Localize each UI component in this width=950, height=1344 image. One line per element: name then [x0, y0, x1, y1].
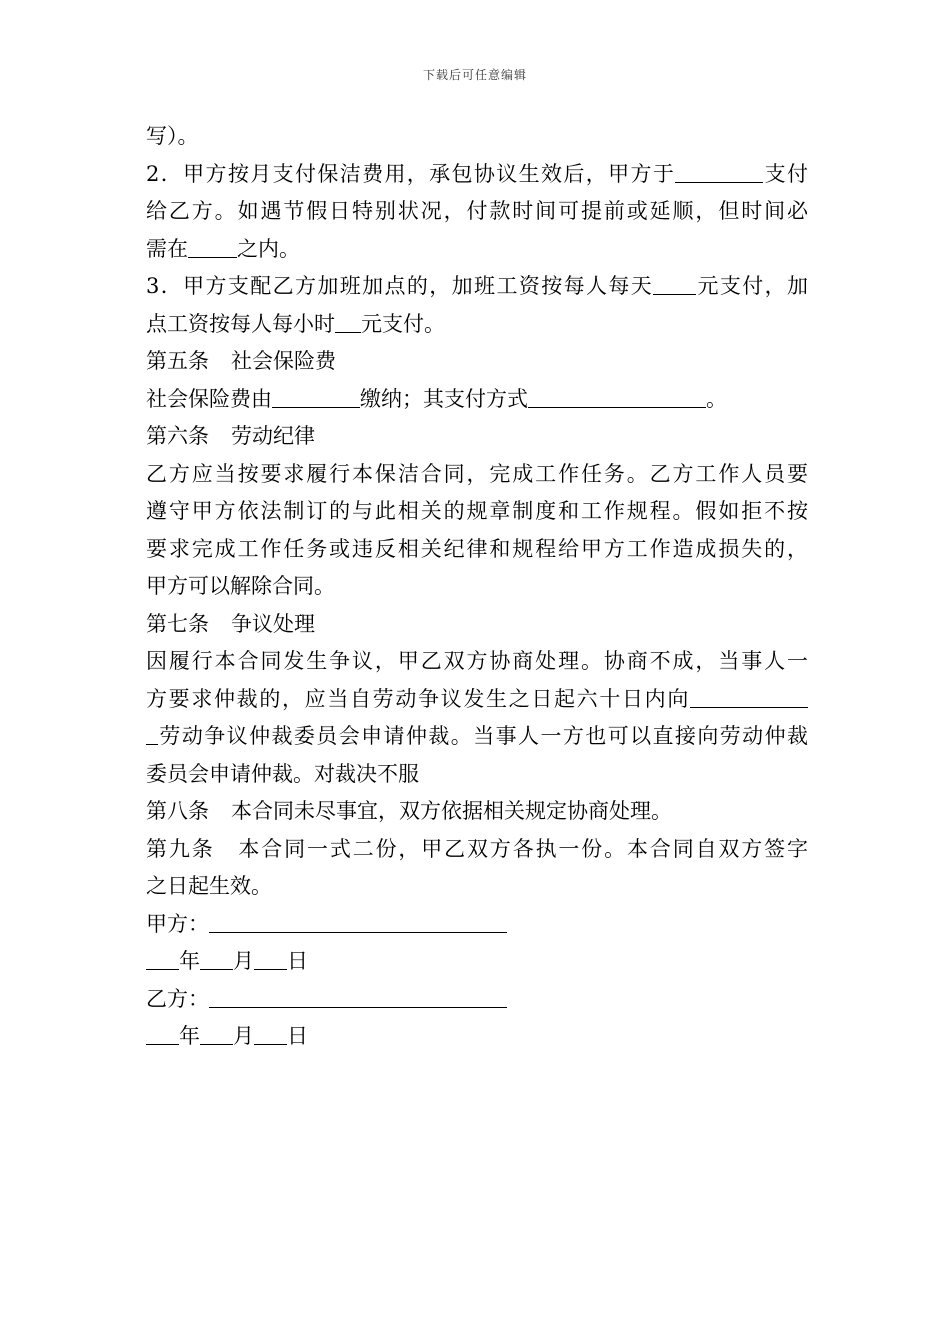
clause-4-3-line-1: 3．甲方支配乙方加班加点的，加班工资按每人每天 元支付，加 — [146, 274, 809, 298]
overtime-daily-rate-blank — [653, 273, 696, 295]
article-7-line-3: 劳动争议仲裁委员会申请仲裁。当事人一方也可以直接向劳动仲裁 — [146, 718, 808, 756]
day-blank — [254, 948, 287, 970]
article-8: 第八条 本合同未尽事宜，双方依据相关规定协商处理。 — [146, 799, 672, 823]
payment-method-blank — [528, 386, 706, 408]
clause-4-2-line-2: 给乙方。如遇节假日特别状况，付款时间可提前或延顺，但时间必 — [146, 199, 808, 223]
overtime-hourly-rate-blank — [335, 311, 361, 333]
clause-4-3-line-2: 点工资按每人每小时 元支付。 — [146, 311, 445, 336]
arbitration-committee-blank — [690, 686, 808, 708]
party-b-date: 年 月 日 — [146, 1018, 808, 1056]
article-9-line-2: 之日起生效。 — [146, 874, 272, 898]
year-blank — [146, 1023, 179, 1045]
insurance-payer-blank — [272, 386, 360, 408]
article-6-line-1: 乙方应当按要求履行本保洁合同，完成工作任务。乙方工作人员要 — [146, 461, 808, 486]
document-body — [146, 118, 808, 1056]
clause-4-2-line-1: 2．甲方按月支付保洁费用，承包协议生效后，甲方于 支付 — [146, 161, 809, 186]
article-7-line-2: 方要求仲裁的，应当自劳动争议发生之日起六十日内向 — [146, 681, 808, 719]
party-a-date: 年 月 日 — [146, 943, 808, 981]
month-blank — [200, 948, 233, 970]
article-5-body: 社会保险费由 缴纳；其支付方式 。 — [146, 386, 727, 411]
article-7-line-4: 委员会申请仲裁。对裁决不服 — [146, 761, 419, 786]
text-line: 写）。 — [146, 124, 199, 148]
payment-date-blank — [675, 161, 763, 183]
time-limit-blank — [188, 236, 237, 258]
article-9-line-1: 第九条 本合同一式二份，甲乙双方各执一份。本合同自双方签字 — [146, 836, 809, 861]
month-blank — [200, 1023, 233, 1045]
article-6-line-4: 甲方可以解除合同。 — [146, 574, 335, 598]
party-a-signature: 甲方： — [146, 906, 808, 944]
year-blank — [146, 948, 179, 970]
clause-4-2-line-3: 需在 之内。 — [146, 236, 300, 261]
party-b-signature: 乙方： — [146, 981, 808, 1019]
party-b-signature-blank — [209, 986, 507, 1008]
article-5-heading: 第五条 社会保险费 — [146, 349, 336, 373]
party-a-signature-blank — [209, 911, 507, 933]
article-7-line-1: 因履行本合同发生争议，甲乙双方协商处理。协商不成，当事人一 — [146, 649, 808, 673]
arbitration-committee-blank-cont — [146, 723, 158, 745]
page-header: 下载后可任意编辑 — [422, 68, 527, 82]
article-6-heading: 第六条 劳动纪律 — [146, 424, 315, 448]
article-7-heading: 第七条 争议处理 — [146, 611, 315, 636]
day-blank — [254, 1023, 287, 1045]
article-6-line-3: 要求完成工作任务或违反相关纪律和规程给甲方工作造成损失的， — [146, 536, 808, 561]
article-6-line-2: 遵守甲方依法制订的与此相关的规章制度和工作规程。假如拒不按 — [146, 499, 808, 523]
